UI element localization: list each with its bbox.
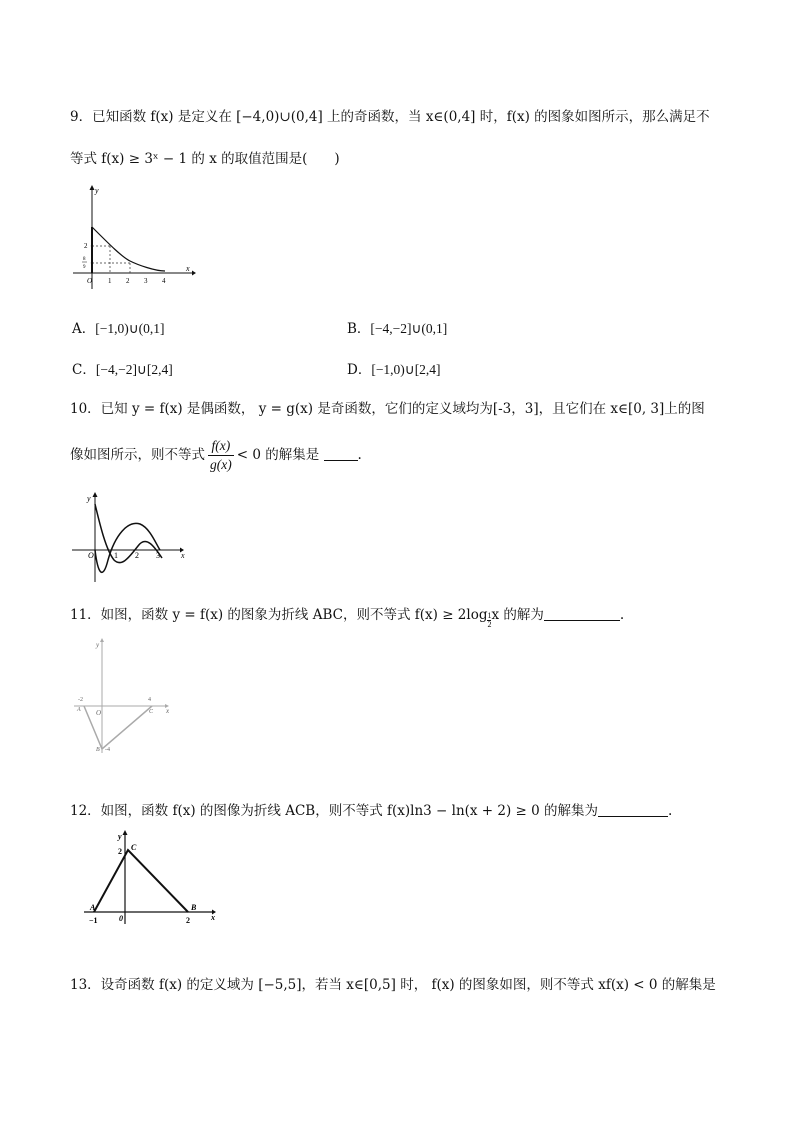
q9-origin: O <box>87 277 93 285</box>
q9-option-b[interactable] <box>347 320 447 338</box>
q12-y-label: y <box>118 832 122 841</box>
q10-y-label: y <box>87 494 91 503</box>
q9-x-tick-2: 2 <box>126 277 130 285</box>
q10-frac-num: f(x) <box>208 437 234 456</box>
q11-line <box>70 606 624 629</box>
q11-label-b: B <box>96 747 100 753</box>
q11-log-base-num: 1 <box>487 611 492 620</box>
q10-origin: O <box>88 551 94 560</box>
q9-option-c-letter: C． <box>72 362 96 378</box>
q10-line1: 10．已知 y = f(x) 是偶函数， y = g(x) 是奇函数，它们的定义域均为[-3，3]，且它们在 x∈[0, 3]上的图 <box>70 401 705 417</box>
q9-line1: 9．已知函数 f(x) 是定义在 [−4,0)∪(0,4] 上的奇函数，当 x∈(0,4] 时，f(x) 的图象如图所示，那么满足不 <box>70 109 710 125</box>
q9-option-b-letter: B． <box>347 321 371 337</box>
q9-line2: 等式 f(x) ≥ 3ˣ − 1 的 x 的取值范围是( ) <box>70 151 340 167</box>
q11-label-c: C <box>149 709 154 715</box>
q9-option-d-letter: D． <box>347 362 372 378</box>
q10-line2-end: . <box>357 447 362 463</box>
q10-graph <box>70 490 190 585</box>
q9-option-c-text: [−4,−2]∪[2,4] <box>95 362 173 377</box>
q12-text-pre: 12．如图，函数 f(x) 的图像为折线 ACB，则不等式 f(x)ln3 − ln(x + 2) ≥ 0 的解集为 <box>70 803 599 819</box>
q12-label-b: B <box>191 903 197 912</box>
q12-label-a: A <box>90 903 96 912</box>
q10-x-label: x <box>181 551 185 560</box>
q12-text-end: . <box>668 803 673 819</box>
q13-line: 13．设奇函数 f(x) 的定义域为 [−5,5]，若当 x∈[0,5] 时， f(x) 的图象如图，则不等式 xf(x) < 0 的解集是 <box>70 977 716 993</box>
q12-label-x2: 2 <box>186 916 190 925</box>
q10-line2 <box>70 437 362 474</box>
q11-log-base-den: 2 <box>487 620 492 629</box>
q12-graph <box>80 828 220 926</box>
q11-text-pre: 11．如图，函数 y = f(x) 的图象为折线 ABC，则不等式 f(x) ≥ 2log <box>70 607 488 623</box>
q12-x-label: x <box>211 913 215 922</box>
q12-label-c: C <box>131 843 137 852</box>
q10-x-tick-1: 1 <box>114 551 118 560</box>
q9-option-d[interactable] <box>347 361 441 379</box>
q9-option-b-text: [−4,−2]∪(0,1] <box>370 321 448 336</box>
q11-answer-blank[interactable] <box>544 606 620 621</box>
q10-line2-pre: 像如图所示，则不等式 <box>70 447 205 463</box>
q11-x-label: x <box>166 707 170 715</box>
q9-x-label: x <box>186 264 190 273</box>
q12-label-y2: 2 <box>118 847 122 856</box>
q9-x-tick-4: 4 <box>162 277 166 285</box>
q12-label-0: 0 <box>119 914 123 923</box>
q9-y-label: y <box>95 186 99 195</box>
q9-option-c[interactable] <box>72 361 173 379</box>
q9-y-tick-den: 9 <box>83 265 86 270</box>
q9-y-tick-2: 2 <box>84 242 88 250</box>
q10-x-tick-3: 3 <box>156 551 160 560</box>
q11-label-4: 4 <box>148 697 151 703</box>
q10-answer-blank[interactable] <box>324 446 358 461</box>
q9-option-d-text: [−1,0)∪[2,4] <box>371 362 441 377</box>
q11-graph <box>70 635 180 760</box>
q10-frac-den: g(x) <box>210 457 232 472</box>
q10-x-tick-2: 2 <box>135 551 139 560</box>
q9-option-a-letter: A． <box>72 321 96 337</box>
q11-label-a: A <box>77 707 81 713</box>
q11-text-post: x 的解为 <box>491 607 544 623</box>
q10-line2-post: < 0 的解集是 <box>236 447 320 463</box>
q11-text-end: . <box>619 607 625 623</box>
q11-origin: O <box>96 709 102 717</box>
q12-line <box>70 802 672 820</box>
q9-y-tick-num: 8 <box>83 257 86 262</box>
q9-x-tick-3: 3 <box>144 277 148 285</box>
q9-option-a[interactable] <box>72 320 164 338</box>
q9-x-tick-1: 1 <box>108 277 112 285</box>
q9-graph <box>70 185 195 290</box>
q11-label-neg2: -2 <box>78 697 83 703</box>
q12-label-neg1: −1 <box>89 916 98 925</box>
q9-option-a-text: [−1,0)∪(0,1] <box>95 321 165 336</box>
q11-label-neg4: -4 <box>105 747 110 753</box>
q10-fraction <box>208 437 234 474</box>
q12-answer-blank[interactable] <box>598 802 668 817</box>
q11-y-label: y <box>96 641 100 649</box>
